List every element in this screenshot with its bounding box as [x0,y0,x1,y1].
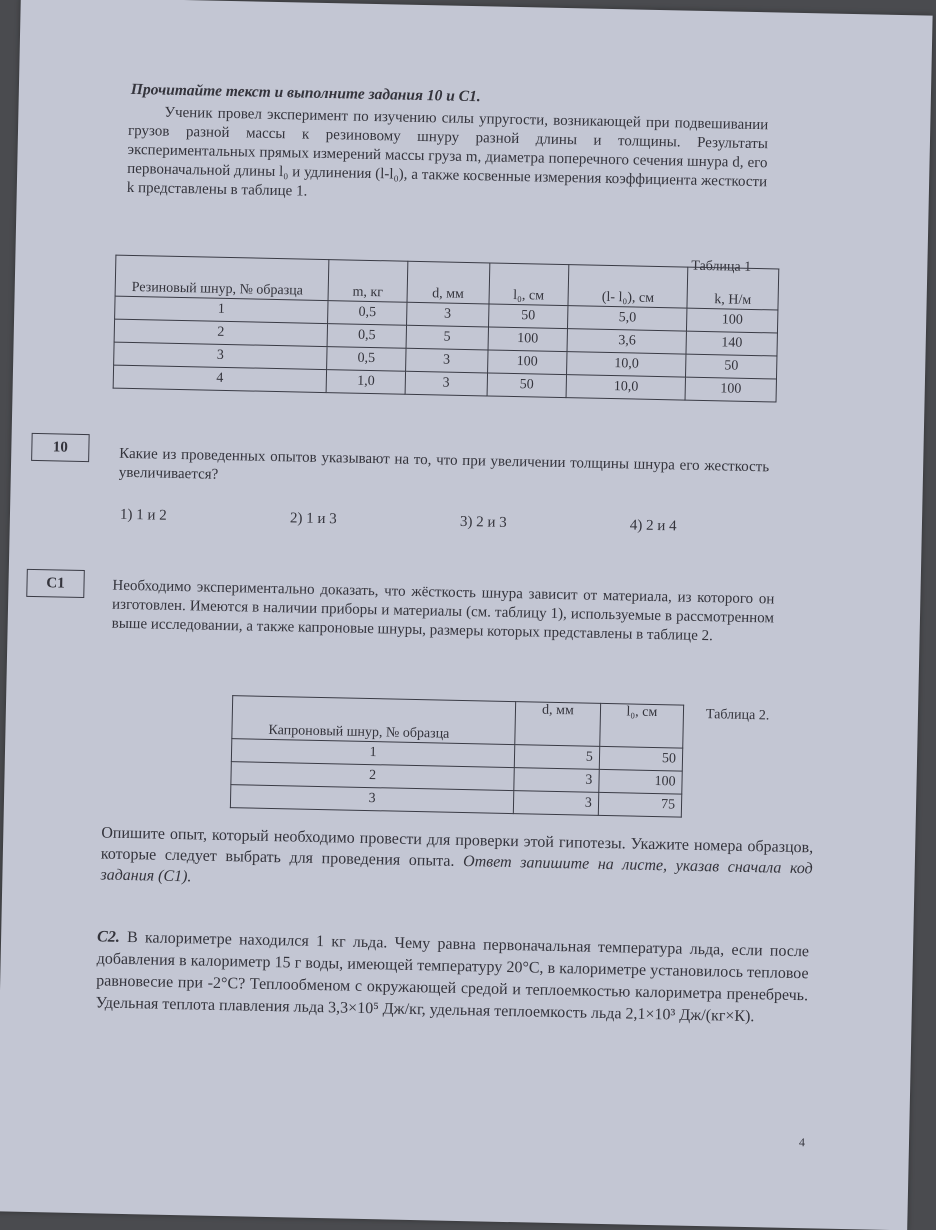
table-cell: 50 [488,304,568,329]
table2 [230,695,684,817]
table-cell: 3 [406,348,488,373]
table-cell: 3 [514,768,599,793]
intro-title: Прочитайте текст и выполните задания 10 и С1. [130,80,481,106]
table-cell: 4 [113,365,326,392]
table2-caption: Таблица 2. [705,707,770,724]
table-cell: 3 [114,342,327,369]
table-cell: 1 [115,296,328,323]
answer-option-2[interactable]: 2) 1 и 3 [289,510,337,528]
table-cell: 0,5 [327,324,407,349]
question-10-number: 10 [31,433,90,462]
table2-header-sample: Капроновый шнур, № образца [232,696,516,745]
table-cell: 0,5 [328,301,408,326]
answer-option-4[interactable]: 4) 2 и 4 [629,517,677,535]
table-cell: 1,0 [326,370,406,395]
question-10-text: Какие из проведенных опытов указывают на то, что при увеличении толщины шнура его жесткость увеличивается? [118,445,770,483]
table-cell: 10,0 [566,375,685,400]
table-cell: 75 [598,792,682,817]
table-cell: 3 [407,302,489,327]
table-cell: 5 [514,745,599,770]
table-cell: 50 [487,373,567,398]
table-cell: 5 [406,325,488,350]
question-c1-task-text: Опишите опыт, который необходимо провести для проверки этой гипотезы. Укажите номера образцов, которые следует выбрать для проведения опыта. [100,824,814,870]
answer-option-3[interactable]: 3) 2 и 3 [459,513,507,531]
table-cell: 0,5 [327,347,407,372]
table1-header-mass: m, кг [328,260,408,303]
table-cell: 50 [599,746,683,771]
table-cell: 2 [231,762,514,791]
question-c1-instruction: Ответ запишите на листе, указав сначала код задания (С1). [100,853,813,886]
table-cell: 100 [685,377,776,402]
table1-header-length: l₀, см [489,263,570,306]
question-c1-task [100,822,813,900]
table-cell: 100 [687,308,778,333]
table1-caption: Таблица 1 [691,258,752,275]
page-number: 4 [798,1135,806,1150]
table-cell: 10,0 [567,352,686,377]
question-c2 [96,926,810,1029]
table-cell: 1 [231,739,514,768]
question-c1-number: С1 [26,569,85,598]
table-cell: 3 [230,785,513,814]
table-cell: 3 [405,371,487,396]
table1 [113,255,780,403]
table-cell: 100 [488,327,568,352]
question-c1-text: Необходимо экспериментально доказать, что жёсткость шнура зависит от материала, из которого он изготовлен. Имеются в наличии приборы и материалы (см. таблицу 1), используемые в рассмотренном выше исследовании, а также капроновые шнуры, размеры которых представлены в таблице 2. [111,577,775,645]
table2-header-diameter: d, мм [515,702,601,747]
intro-text: Ученик провел эксперимент по изучению силы упругости, возникающей при подвешивании грузов разной массы к резиновому шнуру разной длины и толщины. Результаты экспериментальных прямых измерений массы груза m, диаметра поперечного сечения шнура d, его первоначальной длины l₀ и удлинения (l-l₀), а также косвенные измерения коэффициента жесткости k представлены в таблице 1. [126,104,769,200]
table-cell: 140 [686,331,777,356]
table1-header-diameter: d, мм [407,261,489,304]
table-cell: 100 [487,350,567,375]
table2-header-length: l₀, см [600,703,684,748]
answer-option-1[interactable]: 1) 1 и 2 [119,506,167,524]
table1-header-sample: Резиновый шнур, № образца [115,255,329,300]
question-10-answers [120,507,740,544]
table1-header-elongation: (l- l₀), см [568,265,688,308]
question-c2-label: С2. [96,928,120,946]
table-cell: 2 [114,319,327,346]
table-cell: 100 [599,769,683,794]
table-cell: 3 [513,791,598,816]
table-cell: 50 [686,354,777,379]
table1-header-stiffness: k, Н/м [687,267,779,310]
question-c2-text: В калориметре находился 1 кг льда. Чему равна первоначальная температура льда, если после добавления в калориметр 15 г воды, имеющей температуру 20°С, в калориметре установилось тепловое равновесие при -2°С? Теплообменом с окружающей средой и теплоемкостью калориметра пренебречь. Удельная теплота плавления льда 3,3×10⁵ Дж/кг, удельная теплоемкость льда 2,1×10³ Дж/(кг×К). [95,929,810,1026]
table-cell: 3,6 [567,329,686,354]
table-cell: 5,0 [568,306,687,331]
